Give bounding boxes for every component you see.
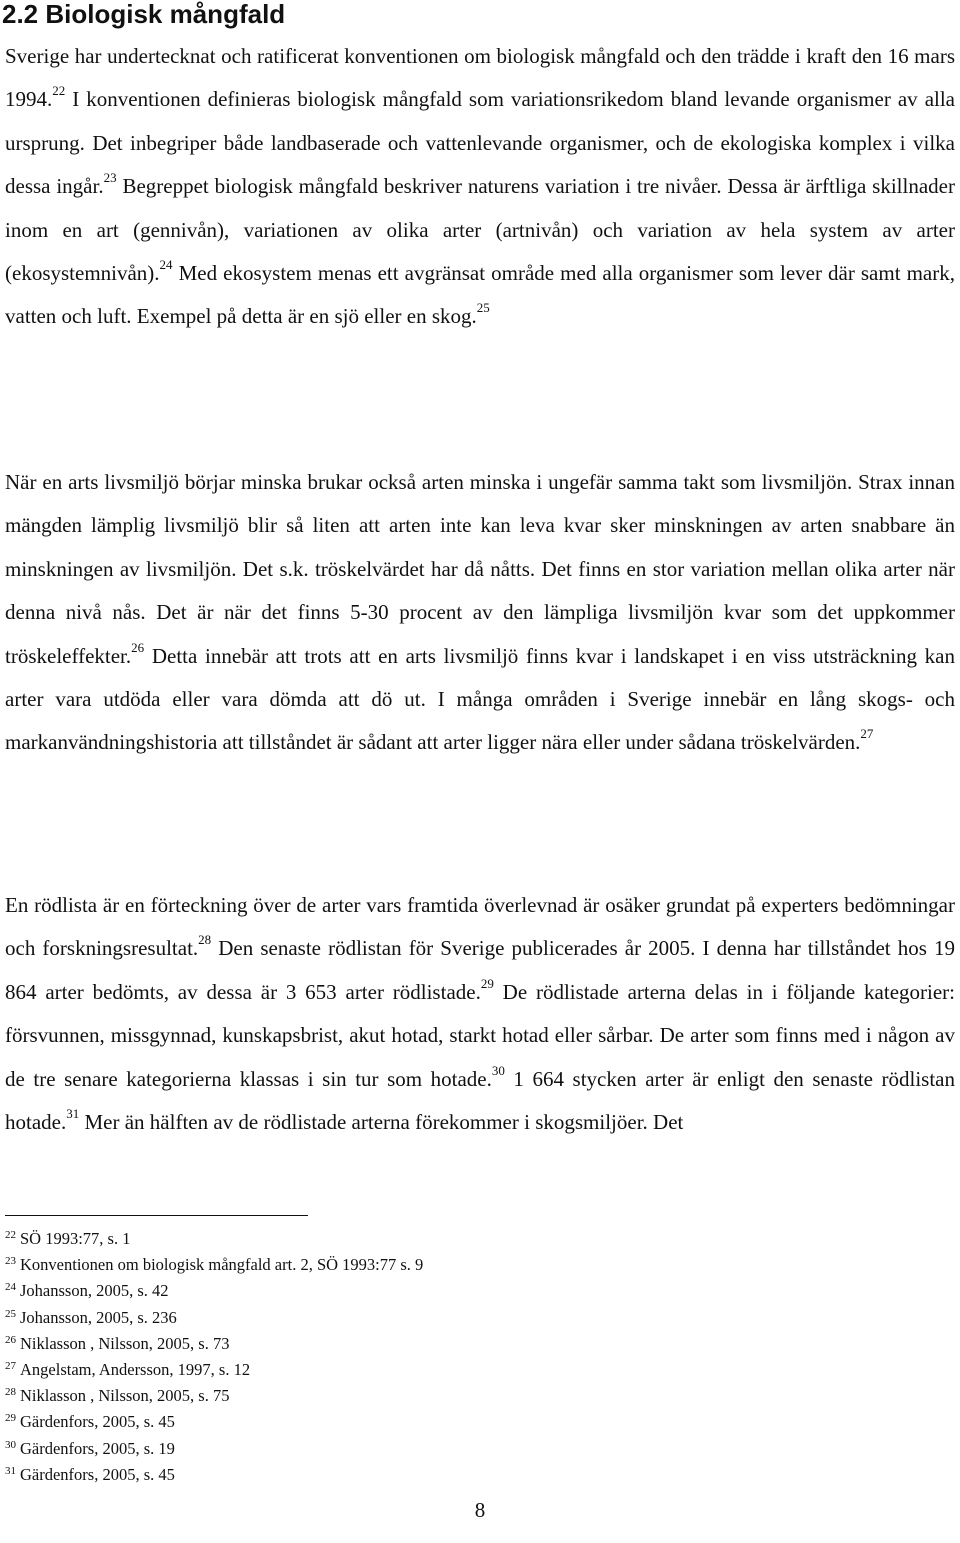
footnote-text: Konventionen om biologisk mångfald art. 2, SÖ 1993:77 s. 9 [20, 1255, 424, 1275]
footnote-ref: 29 [480, 975, 494, 991]
footnote-item [5, 1384, 705, 1410]
footnote-text: Gärdenfors, 2005, s. 45 [20, 1464, 175, 1484]
footnote-ref: 25 [476, 300, 490, 316]
footnote-ref: 24 [159, 257, 173, 273]
text-run: Den senaste rödlistan för Sverige publicerades år 2005. I denna har tillståndet hos 19 864 arter bedömts, av dessa är 3 653 arter rödlistade. [5, 936, 955, 1004]
text-run: Mer än hälften av de rödlistade arterna förekommer i skogsmiljöer. Det [79, 1110, 684, 1135]
footnote-number: 28 [5, 1386, 16, 1399]
footnote-number: 22 [5, 1229, 16, 1241]
paragraph-3 [5, 884, 955, 1144]
text-run: Detta innebär att trots att en arts livsmiljö finns kvar i landskapet i en viss utsträckning kan arter vara utdöda eller vara dömda att dö ut. I många områden i Sverige innebär en lång skogs- och markanvändningshistoria att tillståndet är sådant att arter ligger nära eller under sådana tröskelvärden. [5, 643, 955, 755]
paragraph-1 [5, 35, 955, 339]
footnote-number: 29 [5, 1412, 16, 1425]
page-number: 8 [474, 1498, 486, 1522]
footnote-ref: 26 [131, 639, 145, 655]
footnote-number: 30 [5, 1438, 16, 1451]
footnote-number: 27 [5, 1360, 16, 1373]
footnote-item [5, 1279, 705, 1305]
footnote-number: 26 [5, 1333, 16, 1346]
footnote-item [5, 1437, 705, 1463]
footnote-text: Johansson, 2005, s. 42 [20, 1281, 169, 1301]
text-run: I konventionen definieras biologisk mångfald som variationsrikedom bland levande organismer av alla ursprung. Det inbegriper både landbaserade och vattenlevande organismer, och de ekologiska komplex i vilka dessa ingår. [5, 87, 955, 199]
footnote-text: Angelstam, Andersson, 1997, s. 12 [20, 1360, 251, 1380]
footnote-number: 23 [5, 1255, 16, 1268]
footnote-ref: 30 [491, 1062, 505, 1078]
footnote-item [5, 1463, 705, 1489]
footnote-item [5, 1227, 705, 1253]
footnote-item [5, 1306, 705, 1332]
paragraph-2 [5, 461, 955, 765]
footnote-item [5, 1253, 705, 1279]
paragraph-text [5, 884, 955, 1144]
footnote-item [5, 1358, 705, 1384]
footnote-text: Johansson, 2005, s. 236 [20, 1307, 177, 1327]
footnote-number: 31 [5, 1464, 16, 1477]
text-run: Med ekosystem menas ett avgränsat område med alla organismer som lever där samt mark, vatten och luft. Exempel på detta är en sjö eller en skog. [5, 261, 955, 329]
footnote-ref: 23 [103, 170, 117, 186]
footnote-number: 25 [5, 1307, 16, 1320]
footnote-text: Gärdenfors, 2005, s. 45 [20, 1412, 175, 1432]
text-run: Begreppet biologisk mångfald beskriver naturens variation i tre nivåer. Dessa är ärftliga skillnader inom en art (gennivån), variationen av olika arter (artnivån) och variation av hela system av arter (ekosystemnivån). [5, 174, 955, 286]
footnote-number: 24 [5, 1281, 16, 1294]
footnote-list [5, 1227, 705, 1489]
footnote-ref: 27 [860, 726, 874, 742]
footnote-text: SÖ 1993:77, s. 1 [20, 1229, 131, 1248]
text-run: En rödlista är en förteckning över de arter vars framtida överlevnad är osäker grundat på experters bedömningar och forskningsresultat. [5, 893, 955, 961]
footnote-ref: 31 [66, 1106, 80, 1122]
section-heading: 2.2 Biologisk mångfald [2, 0, 286, 29]
footnote-item [5, 1332, 705, 1358]
footnote-text: Niklasson , Nilsson, 2005, s. 75 [20, 1386, 230, 1406]
text-run: Sverige har undertecknat och ratificerat konventionen om biologisk mångfald och den trädde i kraft den 16 mars 1994. [5, 44, 955, 112]
footnote-ref: 28 [198, 932, 212, 948]
footnote-ref: 22 [52, 83, 66, 99]
text-run: När en arts livsmiljö börjar minska brukar också arten minska i ungefär samma takt som livsmiljön. Strax innan mängden lämplig livsmiljö blir så liten att arten inte kan leva kvar sker minskningen av arten snabbare än minskningen av livsmiljön. Det s.k. tröskelvärdet har då nåtts. Det finns en stor variation mellan olika arter när denna nivå nås. Det är när det finns 5-30 procent av den lämpliga livsmiljön kvar som det uppkommer tröskeleffekter. [5, 470, 955, 668]
footnote-separator [5, 1215, 308, 1216]
text-run: De rödlistade arterna delas in i följande kategorier: försvunnen, missgynnad, kunskapsbrist, akut hotad, starkt hotad eller sårbar. De arter som finns med i någon av de tre senare kategorierna klassas i sin tur som hotade. [5, 979, 955, 1091]
footnote-text: Niklasson , Nilsson, 2005, s. 73 [20, 1333, 230, 1353]
text-run: 1 664 stycken arter är enligt den senaste rödlistan hotade. [5, 1066, 956, 1135]
paragraph-text [5, 35, 955, 339]
footnote-text: Gärdenfors, 2005, s. 19 [20, 1438, 175, 1458]
footnote-item [5, 1410, 705, 1436]
paragraph-text [5, 461, 955, 765]
